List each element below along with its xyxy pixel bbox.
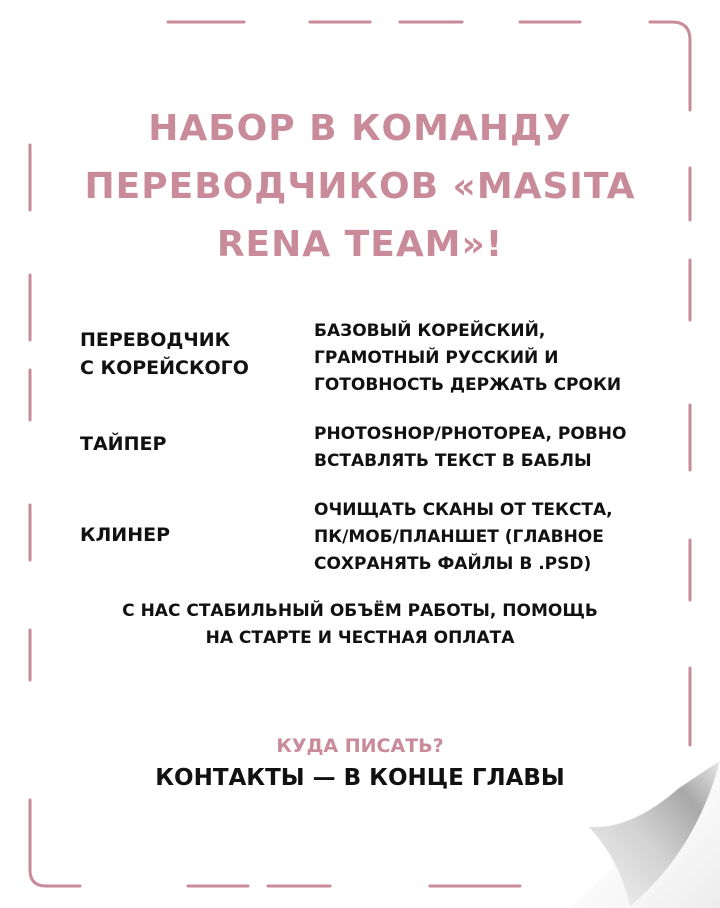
role-name-typer (80, 430, 166, 458)
role-name-line: ПЕРЕВОДЧИК (80, 329, 231, 351)
contact-answer: КОНТАКТЫ — В КОНЦЕ ГЛАВЫ (155, 765, 565, 791)
role-name-translator (80, 326, 249, 382)
role-desc-line: PHOTOSHOP/PHOTOPEA, РОВНО (314, 424, 627, 444)
role-name-line: С КОРЕЙСКОГО (80, 357, 249, 379)
role-desc-line: БАЗОВЫЙ КОРЕЙСКИЙ, (314, 321, 546, 341)
title-line: RENA TEAM»! (216, 224, 504, 265)
title-line: ПЕРЕВОДЧИКОВ «MASITA (84, 166, 636, 207)
role-desc-line: СОХРАНЯТЬ ФАЙЛЫ В .PSD) (314, 554, 592, 574)
role-desc-line: ГРАМОТНЫЙ РУССКИЙ И (314, 348, 559, 368)
offer-line: С НАС СТАБИЛЬНЫЙ ОБЪЁМ РАБОТЫ, ПОМОЩЬ (122, 601, 598, 621)
offer-line: НА СТАРТЕ И ЧЕСТНАЯ ОПЛАТА (205, 628, 515, 648)
role-name-line: ТАЙПЕР (80, 433, 167, 455)
role-name-cleaner (80, 521, 170, 549)
contact-question: КУДА ПИСАТЬ? (276, 735, 444, 757)
role-name-line: КЛИНЕР (80, 524, 171, 546)
role-desc-line: ПК/МОБ/ПЛАНШЕТ (ГЛАВНОЕ (314, 527, 604, 547)
role-desc-translator (314, 318, 621, 399)
role-desc-line: ОЧИЩАТЬ СКАНЫ ОТ ТЕКСТА, (314, 500, 613, 520)
role-desc-typer (314, 421, 626, 475)
role-desc-cleaner (314, 497, 613, 578)
page-title (0, 100, 720, 274)
offer-text (0, 598, 720, 652)
role-desc-line: ВСТАВЛЯТЬ ТЕКСТ В БАБЛЫ (314, 451, 592, 471)
page-curl-icon (560, 760, 720, 908)
title-line: НАБОР В КОМАНДУ (148, 108, 572, 149)
role-desc-line: ГОТОВНОСТЬ ДЕРЖАТЬ СРОКИ (314, 375, 622, 395)
